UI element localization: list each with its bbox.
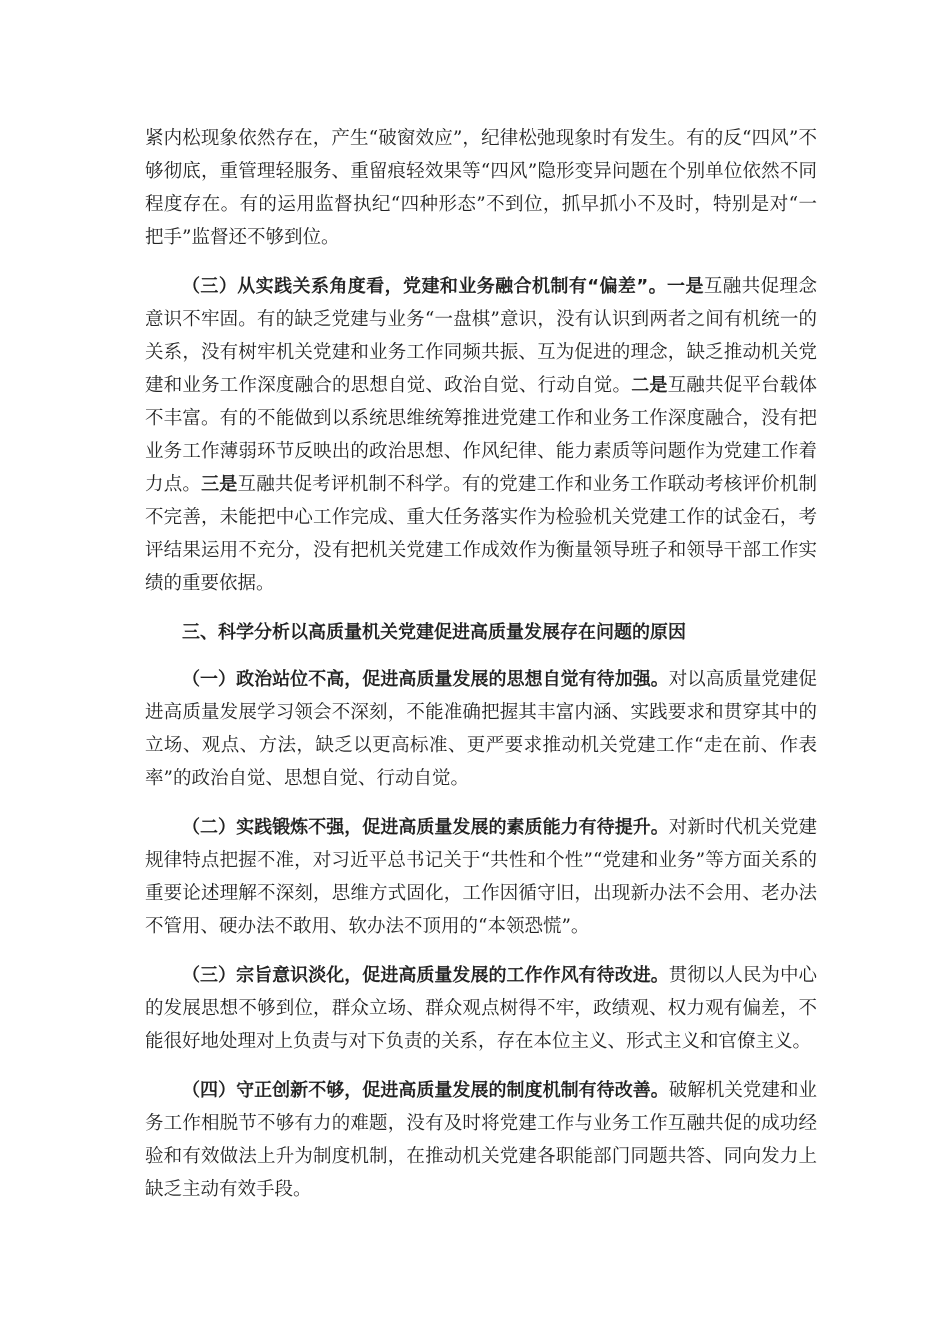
paragraph-practice-training [145,811,817,943]
point-marker: 三是 [201,474,238,495]
subsection-heading: （二）实践锻炼不强，促进高质量发展的素质能力有待提升。 [182,817,669,838]
document-page [145,122,817,1222]
paragraph-practice-relations [145,270,817,600]
paragraph-text: 对以高质量党建促进高质量发展学习领会不深刻，不能准确把握其丰富内涵、实践要求和贯穿其中的立场、观点、方法，缺乏以更高标准、更严要求推动机关党建工作“走在前、作表率”的政治自觉、思想自觉、行动自觉。 [145,669,817,789]
paragraph-text: 破解机关党建和业务工作相脱节不够有力的难题，没有及时将党建工作与业务工作互融共促的成功经验和有效做法上升为制度机制，在推动机关党建各职能部门同题共答、同向发力上缺乏主动有效手段。 [145,1080,817,1200]
paragraph-text: 对新时代机关党建规律特点把握不准，对习近平总书记关于“共性和个性”“党建和业务”等方面关系的重要论述理解不深刻，思维方式固化，工作因循守旧，出现新办法不会用、老办法不管用、硬办法不敢用、软办法不顶用的“本领恐慌”。 [145,817,817,937]
paragraph-text: 互融共促理念意识不牢固。有的缺乏党建与业务“一盘棋”意识，没有认识到两者之间有机统一的关系，没有树牢机关党建和业务工作同频共振、互为促进的理念，缺乏推动机关党建和业务工作深度融合的思想自觉、政治自觉、行动自觉。 [145,276,817,396]
paragraph-purpose-awareness [145,959,817,1058]
paragraph-political-stance [145,663,817,795]
paragraph-text: 紧内松现象依然存在，产生“破窗效应”，纪律松弛现象时有发生。有的反“四风”不够彻底，重管理轻服务、重留痕轻效果等“四风”隐形变异问题在个别单位依然不同程度存在。有的运用监督执纪“四种形态”不到位，抓早抓小不及时，特别是对“一把手”监督还不够到位。 [145,128,817,248]
subsection-heading: （一）政治站位不高，促进高质量发展的思想自觉有待加强。 [182,669,669,690]
paragraph-innovation [145,1074,817,1206]
subsection-heading: （四）守正创新不够，促进高质量发展的制度机制有待改善。 [182,1080,669,1101]
paragraph-text: 互融共促考评机制不科学。有的党建工作和业务工作联动考核评价机制不完善，未能把中心工作完成、重大任务落实作为检验机关党建工作的试金石，考评结果运用不充分，没有把机关党建工作成效作为衡量领导班子和领导干部工作实绩的重要依据。 [145,474,817,594]
paragraph-text: 互融共促平台载体不丰富。有的不能做到以系统思维统筹推进党建工作和业务工作深度融合，没有把业务工作薄弱环节反映出的政治思想、作风纪律、能力素质等问题作为党建工作着力点。 [145,375,817,495]
paragraph-text: 贯彻以人民为中心的发展思想不够到位，群众立场、群众观点树得不牢，政绩观、权力观有偏差，不能很好地处理对上负责与对下负责的关系，存在本位主义、形式主义和官僚主义。 [145,965,817,1052]
point-marker: 一是 [667,276,704,297]
section-heading-text: 三、科学分析以高质量机关党建促进高质量发展存在问题的原因 [182,622,686,643]
paragraph-continued [145,122,817,254]
subsection-heading: （三）宗旨意识淡化，促进高质量发展的工作作风有待改进。 [182,965,669,986]
section-heading-three [145,616,817,649]
point-marker: 二是 [631,375,668,396]
subsection-heading: （三）从实践关系角度看，党建和业务融合机制有“偏差”。 [182,276,668,297]
